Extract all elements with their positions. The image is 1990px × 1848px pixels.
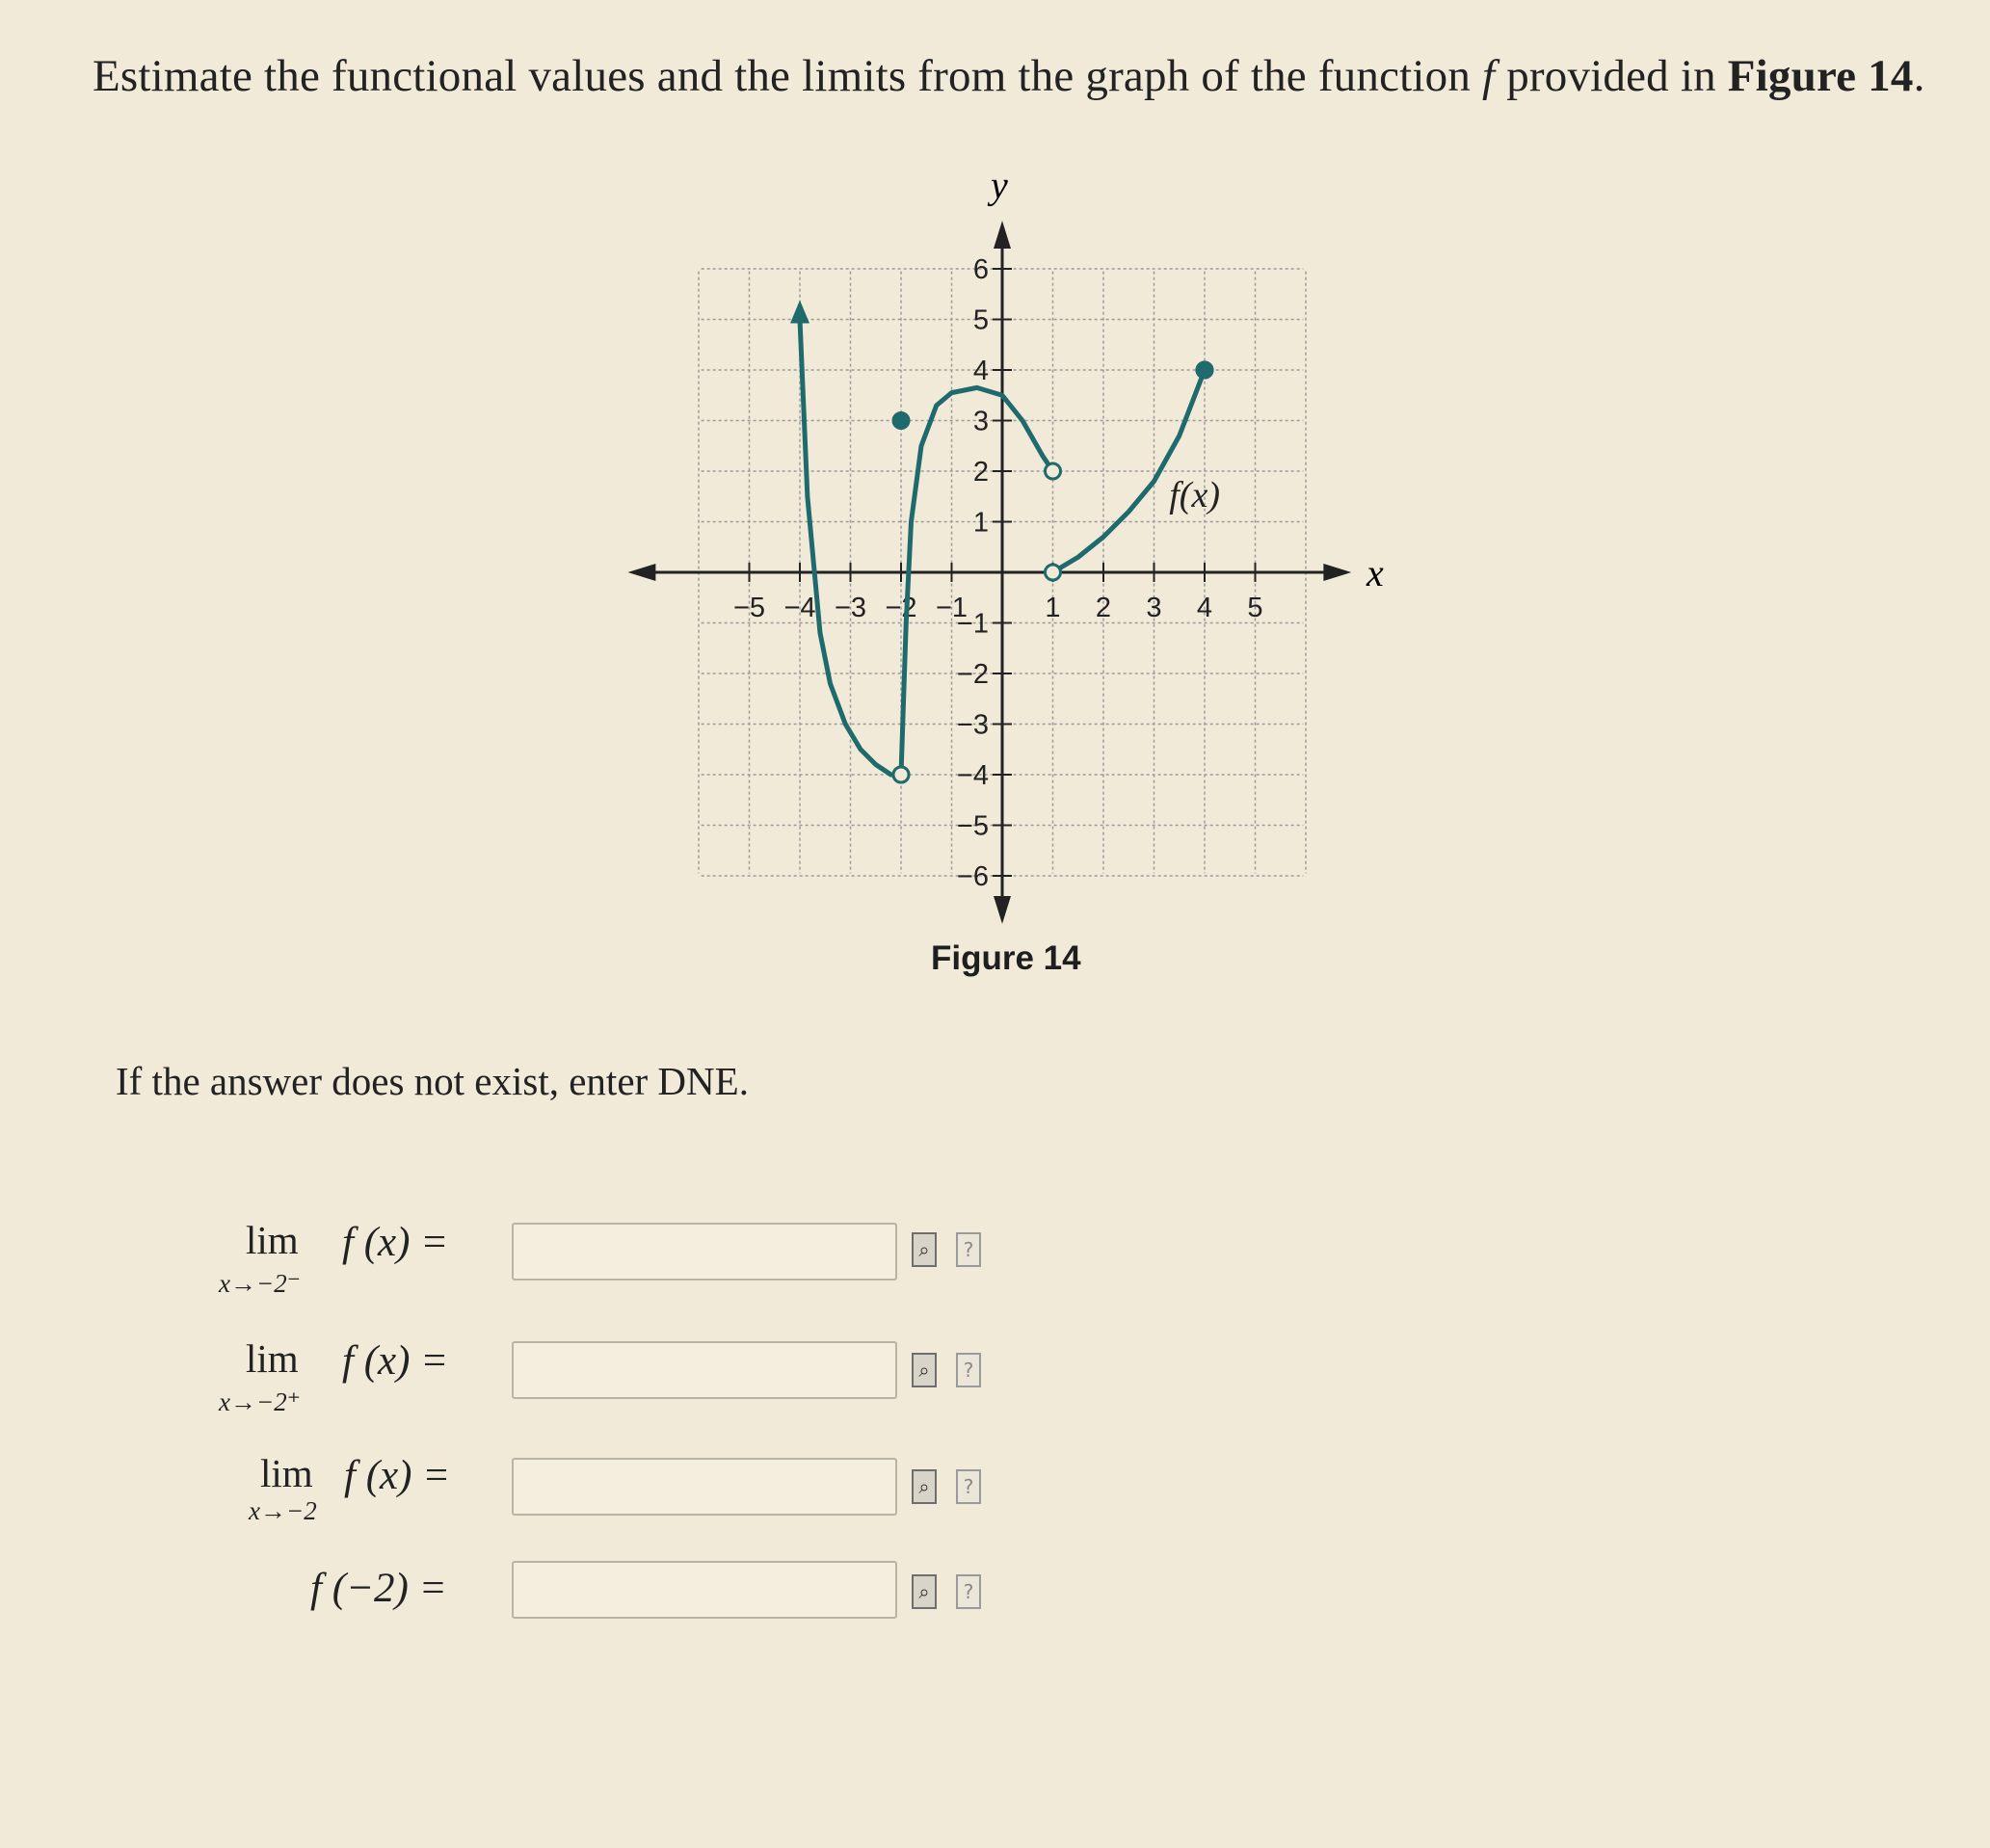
function-expression: f (x) = — [342, 1338, 449, 1384]
y-axis-arrow-up — [994, 221, 1011, 249]
figure-reference: Figure 14 — [1727, 51, 1914, 101]
x-tick-label: 1 — [1045, 593, 1061, 623]
y-tick-label: 6 — [972, 254, 989, 285]
prompt-text-middle: provided in — [1495, 51, 1728, 101]
function-value-answer-input[interactable] — [512, 1561, 897, 1619]
lim-label: lim — [246, 1336, 299, 1381]
two-sided-limit-answer-input[interactable] — [512, 1458, 897, 1516]
function-expression: f (x) = — [342, 1220, 449, 1265]
point-closed — [893, 413, 909, 429]
y-tick-label: 3 — [972, 406, 989, 437]
help-icon[interactable]: ? — [956, 1469, 981, 1504]
limit-subscript: x→−2 — [249, 1496, 317, 1525]
endpoint-open — [1046, 565, 1061, 580]
x-tick-label: 3 — [1146, 593, 1162, 623]
preview-icon[interactable]: ⌕ — [912, 1574, 937, 1609]
left-limit-answer-input[interactable] — [512, 1223, 897, 1280]
endpoint-open — [1046, 463, 1061, 479]
question-prompt — [93, 50, 1925, 102]
x-tick-label: −2 — [885, 593, 917, 623]
x-axis-arrow-left — [628, 564, 656, 581]
y-tick-label: −1 — [956, 608, 989, 640]
function-expression: f (−2) = — [310, 1566, 447, 1611]
question-row-two-sided-limit — [0, 1442, 1060, 1529]
dne-instruction: If the answer does not exist, enter DNE. — [116, 1059, 749, 1103]
y-tick-label: −5 — [956, 810, 989, 842]
y-axis-label: y — [991, 163, 1008, 207]
limit-subscript: x→−2⁺ — [219, 1387, 301, 1416]
y-tick-label: 2 — [972, 457, 989, 488]
question-row-function-value — [0, 1551, 1060, 1638]
function-name: f — [1482, 51, 1496, 101]
x-tick-label: −1 — [935, 593, 968, 623]
y-tick-label: 5 — [972, 304, 989, 336]
y-tick-label: 1 — [972, 507, 989, 539]
y-tick-label: −3 — [956, 709, 989, 741]
preview-icon[interactable]: ⌕ — [912, 1353, 937, 1387]
curve-arrow — [790, 301, 809, 324]
y-tick-label: −2 — [956, 659, 989, 690]
endpoint-open — [893, 767, 909, 782]
help-icon[interactable]: ? — [956, 1574, 981, 1609]
help-icon[interactable]: ? — [956, 1232, 981, 1267]
x-tick-label: −4 — [783, 593, 816, 623]
lim-label: lim — [246, 1218, 299, 1262]
prompt-period: . — [1913, 51, 1925, 101]
y-tick-label: −4 — [956, 760, 989, 791]
graph-axes — [628, 221, 1352, 924]
right-limit-answer-input[interactable] — [512, 1341, 897, 1399]
preview-icon[interactable]: ⌕ — [912, 1469, 937, 1504]
limit-subscript: x→−2⁻ — [219, 1269, 301, 1298]
x-tick-label: 2 — [1095, 593, 1112, 623]
y-tick-label: −6 — [956, 861, 989, 892]
x-tick-label: −3 — [834, 593, 867, 623]
question-row-right-limit — [0, 1328, 1060, 1414]
function-graph — [617, 154, 1426, 925]
question-row-left-limit — [0, 1209, 1060, 1296]
figure-caption: Figure 14 — [931, 939, 1081, 977]
x-axis-label: x — [1366, 551, 1384, 594]
point-closed — [1197, 362, 1212, 378]
y-tick-label: 4 — [972, 356, 989, 386]
help-icon[interactable]: ? — [956, 1353, 981, 1387]
x-tick-label: 5 — [1247, 593, 1263, 623]
x-tick-label: −5 — [732, 593, 766, 623]
preview-icon[interactable]: ⌕ — [912, 1232, 937, 1267]
prompt-text: Estimate the functional values and the limits from the graph of the function — [93, 51, 1482, 101]
lim-label: lim — [260, 1451, 313, 1495]
x-tick-label: 4 — [1196, 593, 1213, 623]
x-axis-arrow-right — [1323, 564, 1351, 581]
y-axis-arrow-down — [994, 896, 1011, 924]
curve-label: f(x) — [1169, 474, 1220, 515]
function-expression: f (x) = — [344, 1453, 451, 1498]
